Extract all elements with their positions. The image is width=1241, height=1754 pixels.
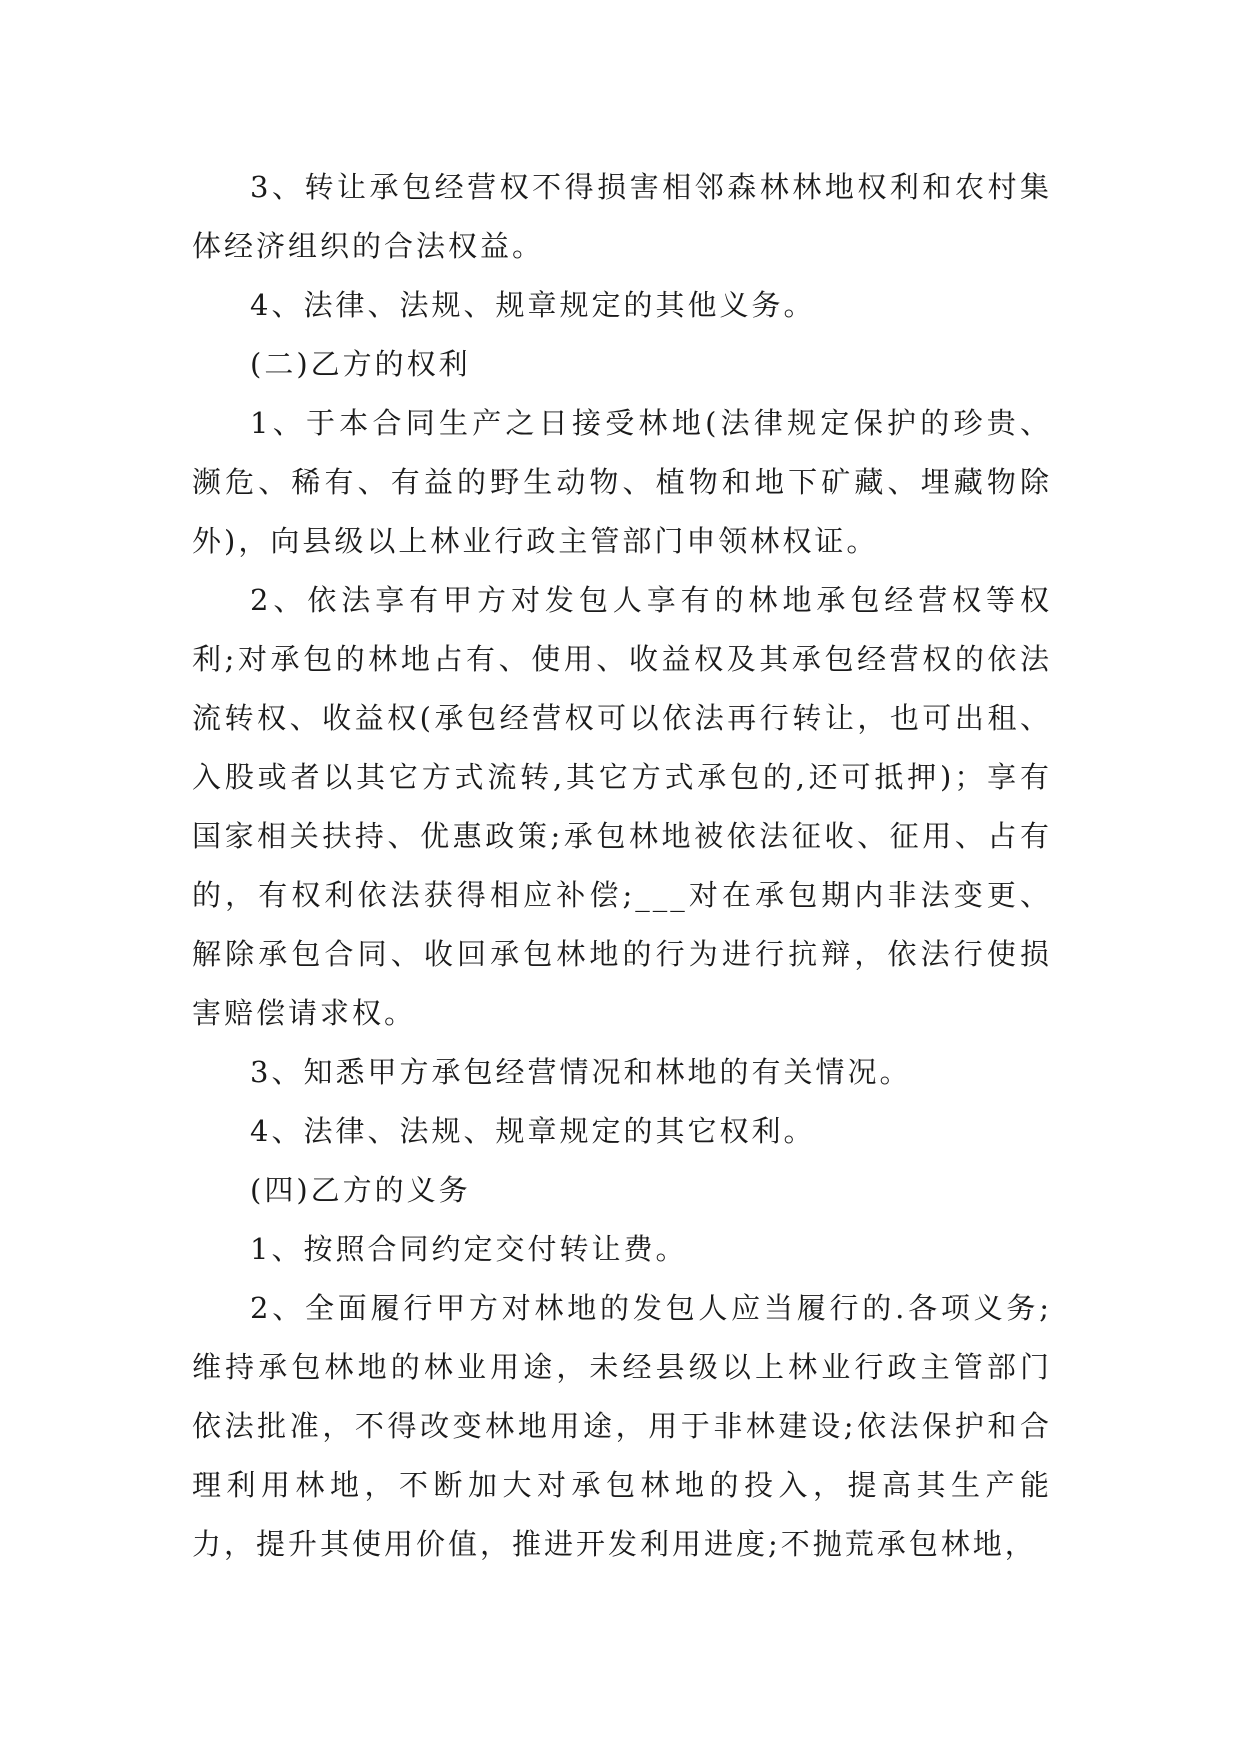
paragraph-right-to-know: 3、知悉甲方承包经营情况和林地的有关情况。 <box>250 1055 912 1089</box>
paragraph-fulfill-obligations: 2、全面履行甲方对林地的发包人应当履行的.各项义务;维持承包林地的林业用途，未经县级以上林业行政主管部门依法批准，不得改变林地用途，用于非林建设;依法保护和合理利用林地，不断加大对承包林地的投入，提高其生产能力，提升其使用价值，推进开发利用进度;不抛荒承包林地， <box>192 1291 1052 1561</box>
paragraph-other-rights: 4、法律、法规、规章规定的其它权利。 <box>250 1114 816 1148</box>
section-heading-party-b-rights: (二)乙方的权利 <box>250 347 471 381</box>
document-body <box>192 158 1052 1574</box>
paragraph-other-obligations: 4、法律、法规、规章规定的其他义务。 <box>250 288 816 322</box>
paragraph-pay-transfer-fee: 1、按照合同约定交付转让费。 <box>250 1232 688 1266</box>
paragraph-contract-rights: 2、依法享有甲方对发包人享有的林地承包经营权等权利;对承包的林地占有、使用、收益权及其承包经营权的依法流转权、收益权(承包经营权可以依法再行转让，也可出租、入股或者以其它方式流转,其它方式承包的,还可抵押)；享有国家相关扶持、优惠政策;承包林地被依法征收、征用、占有的，有权利依法获得相应补偿;___对在承包期内非法变更、解除承包合同、收回承包林地的行为进行抗辩，依法行使损害赔偿请求权。 <box>192 583 1052 1030</box>
paragraph-receive-forest-land: 1、于本合同生产之日接受林地(法律规定保护的珍贵、濒危、稀有、有益的野生动物、植物和地下矿藏、埋藏物除外)，向县级以上林业行政主管部门申领林权证。 <box>192 406 1052 558</box>
section-heading-party-b-obligations: (四)乙方的义务 <box>250 1173 471 1207</box>
paragraph-transfer-no-harm: 3、转让承包经营权不得损害相邻森林林地权利和农村集体经济组织的合法权益。 <box>192 170 1052 263</box>
